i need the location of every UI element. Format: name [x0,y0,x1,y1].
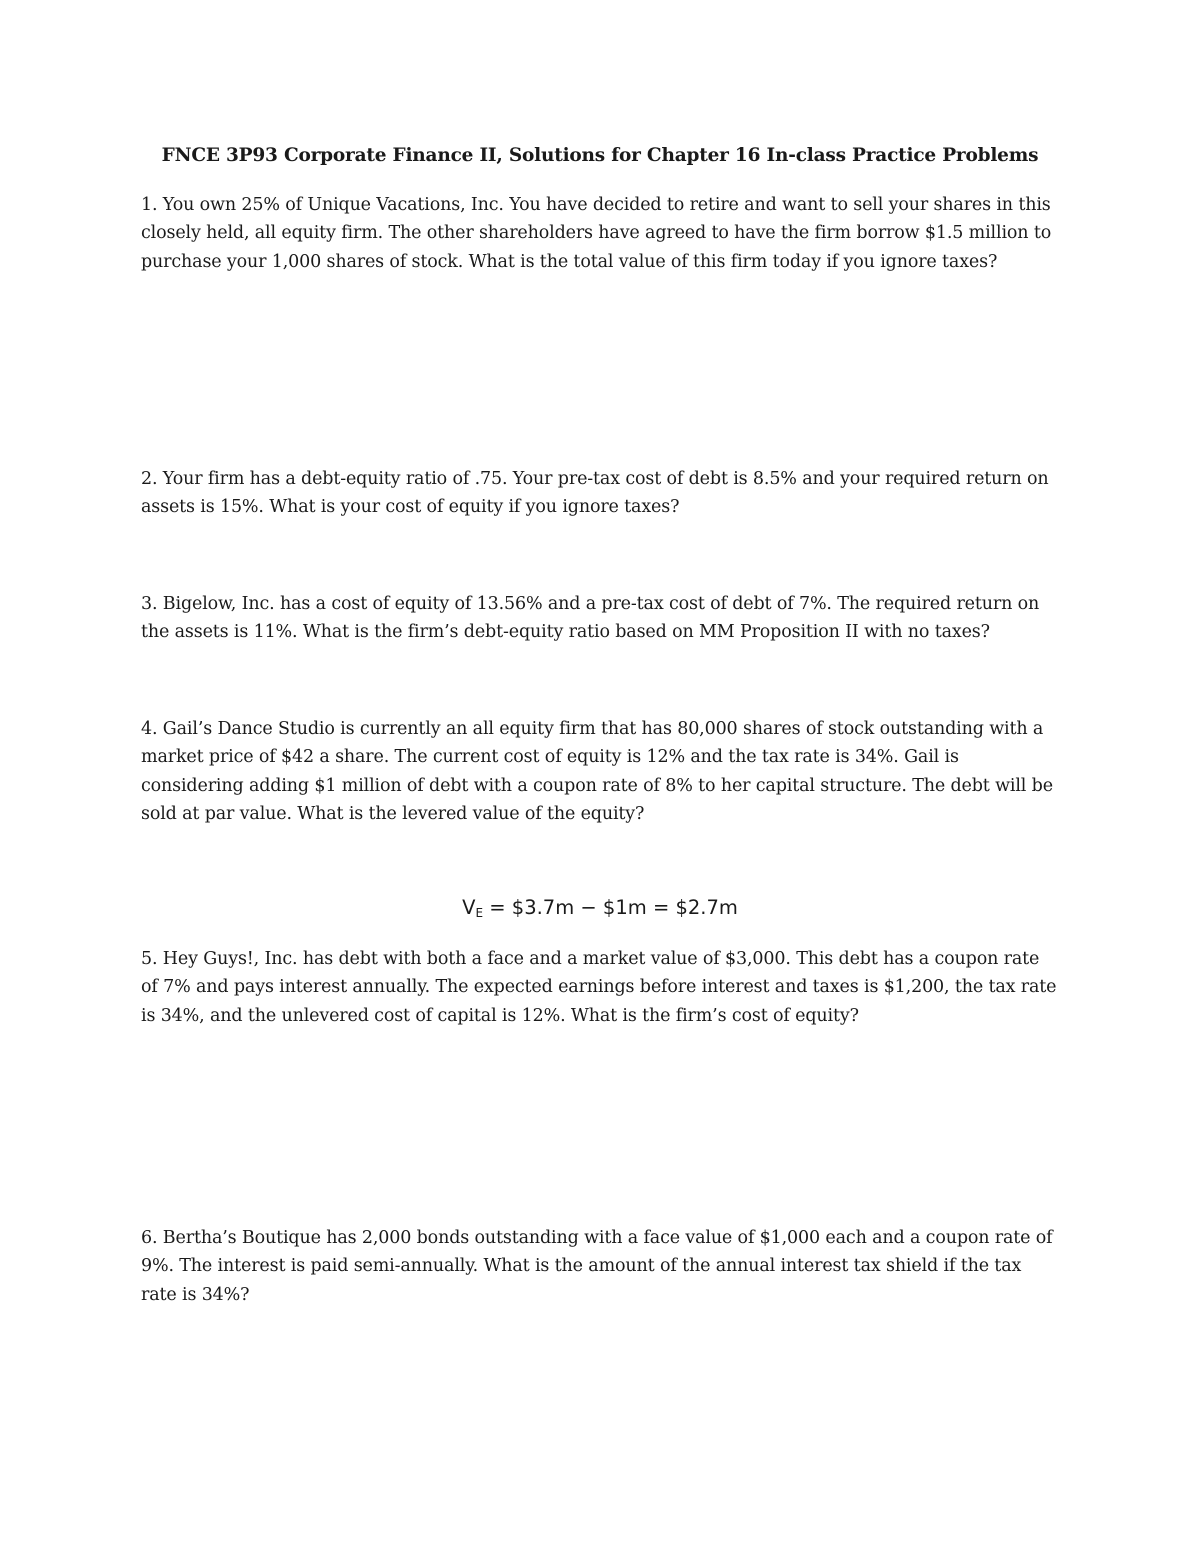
equation-expression: = $3.7m − $1m = $2.7m [483,896,738,919]
equation-subscript: E [475,906,484,920]
problem-2: 2. Your firm has a debt-equity ratio of .75. Your pre-tax cost of debt is 8.5% and your required return on assets is 15%. What is your cost of equity if you ignore taxes? [141,469,1049,518]
equation-variable: V [462,896,476,919]
equity-value-equation [141,893,1059,928]
problem-6: 6. Bertha’s Boutique has 2,000 bonds outstanding with a face value of $1,000 each and a coupon rate of 9%. The interest is paid semi-annually. What is the amount of the annual interest tax shield if the tax rate is 34%? [141,1228,1053,1305]
problem-1: 1. You own 25% of Unique Vacations, Inc. You have decided to retire and want to sell your shares in this closely held, all equity firm. The other shareholders have agreed to have the firm borrow $1.5 million to purchase your 1,000 shares of stock. What is the total value of this firm today if you ignore taxes? [141,195,1052,272]
problem-5: 5. Hey Guys!, Inc. has debt with both a face and a market value of $3,000. This debt has a coupon rate of 7% and pays interest annually. The expected earnings before interest and taxes is $1,200, the tax rate is 34%, and the unlevered cost of capital is 12%. What is the firm’s cost of equity? [141,949,1057,1026]
document-title: FNCE 3P93 Corporate Finance II, Solutions for Chapter 16 In-class Practice Problems [161,145,1039,166]
problem-4: 4. Gail’s Dance Studio is currently an all equity firm that has 80,000 shares of stock outstanding with a market price of $42 a share. The current cost of equity is 12% and the tax rate is 34%. Gail is considering adding $1 million of debt with a coupon rate of 8% to her capital structure. The debt will be sold at par value. What is the levered value of the equity? [141,719,1053,824]
problem-3: 3. Bigelow, Inc. has a cost of equity of 13.56% and a pre-tax cost of debt of 7%. The required return on the assets is 11%. What is the firm’s debt-equity ratio based on MM Proposition II with no taxes? [141,594,1040,643]
